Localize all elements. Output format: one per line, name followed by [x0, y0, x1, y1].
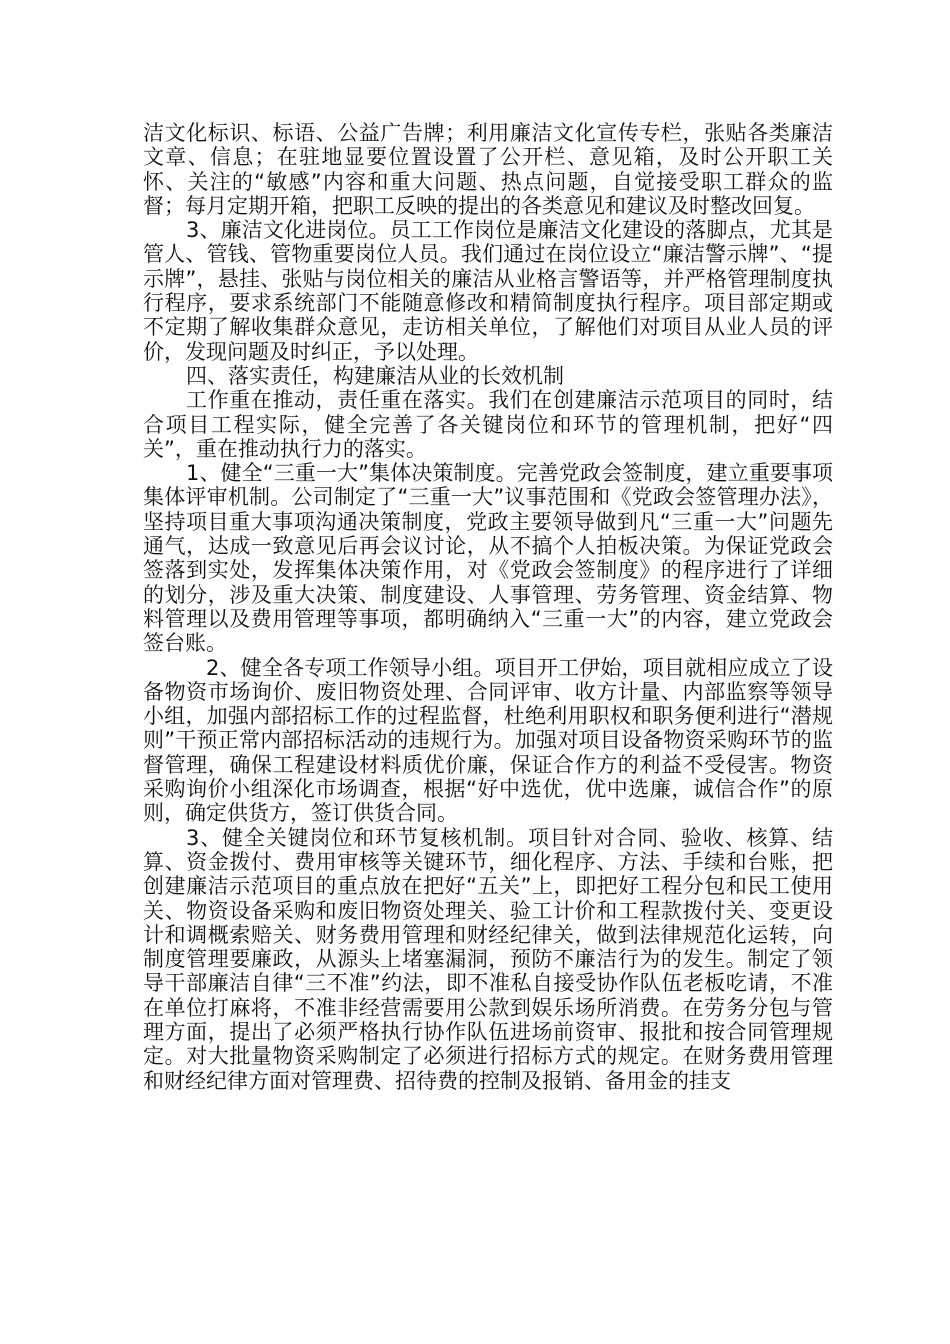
paragraph-item-1: 1、健全“三重一大”集体决策制度。完善党政会签制度，建立重要事项集体评审机制。公司制定了“三重一大”议事范围和《党政会签管理办法》，坚持项目重大事项沟通决策制度，党政主要领导做到凡“三重一大”问题先通气，达成一致意见后再会议讨论，从不搞个人拍板决策。为保证党政会签落到实处，发挥集体决策作用，对《党政会签制度》的程序进行了详细的划分，涉及重大决策、制度建设、人事管理、劳务管理、资金结算、物料管理以及费用管理等事项，都明确纳入“三重一大”的内容，建立党政会签台账。	[143, 461, 833, 656]
paragraph-item-3: 3、健全关键岗位和环节复核机制。项目针对合同、验收、核算、结算、资金拨付、费用审核等关键环节，细化程序、方法、手续和台账，把创建廉洁示范项目的重点放在把好“五关”上，即把好工程分包和民工使用关、物资设备采购和废旧物资处理关、验工计价和工程款拨付关、变更设计和调概索赔关、财务费用管理和财经纪律关，做到法律规范化运转，向制度管理要廉政，从源头上堵塞漏洞，预防不廉洁行为的发生。制定了领导干部廉洁自律“三不准”约法，即不准私自接受协作队伍老板吃请，不准在单位打麻将，不准非经营需要用公款到娱乐场所消费。在劳务分包与管理方面，提出了必须严格执行协作队伍进场前资审、报批和按合同管理规定。对大批量物资采购制定了必须进行招标方式的规定。在财务费用管理和财经纪律方面对管理费、招待费的控制及报销、备用金的挂支	[143, 825, 833, 1093]
paragraph-cont: 洁文化标识、标语、公益广告牌；利用廉洁文化宣传专栏，张贴各类廉洁文章、信息；在驻地显要位置设置了公开栏、意见箱，及时公开职工关怀、关注的“敏感”内容和重大问题、热点问题，自觉接受职工群众的监督；每月定期开箱，把职工反映的提出的各类意见和建议及时整改回复。	[143, 121, 833, 218]
paragraph-intro: 工作重在推动，责任重在落实。我们在创建廉洁示范项目的同时，结合项目工程实际，健全完善了各关键岗位和环节的管理机制，把好“四关”，重在推动执行力的落实。	[143, 388, 833, 461]
paragraph-item-2: 2、健全各专项工作领导小组。项目开工伊始，项目就相应成立了设备物资市场询价、废旧物资处理、合同评审、收方计量、内部监察等领导小组，加强内部招标工作的过程监督，杜绝利用职权和职务便利进行“潜规则”干预正常内部招标活动的违规行为。加强对项目设备物资采购环节的监督管理，确保工程建设材料质优价廉，保证合作方的利益不受侵害。物资采购询价小组深化市场调查，根据“好中选优，优中选廉，诚信合作”的原则，确定供货方，签订供货合同。	[143, 655, 833, 826]
section-heading-four: 四、落实责任，构建廉洁从业的长效机制	[186, 363, 564, 388]
paragraph-section-3-posts: 3、廉洁文化进岗位。员工工作岗位是廉洁文化建设的落脚点，尤其是管人、管钱、管物重要岗位人员。我们通过在岗位设立“廉洁警示牌”、“提示牌”，悬挂、张贴与岗位相关的廉洁从业格言警语等，并严格管理制度执行程序，要求系统部门不能随意修改和精简制度执行程序。项目部定期或不定期了解收集群众意见，走访相关单位，了解他们对项目从业人员的评价，发现问题及时纠正，予以处理。	[143, 218, 833, 364]
document-body	[143, 121, 833, 1093]
